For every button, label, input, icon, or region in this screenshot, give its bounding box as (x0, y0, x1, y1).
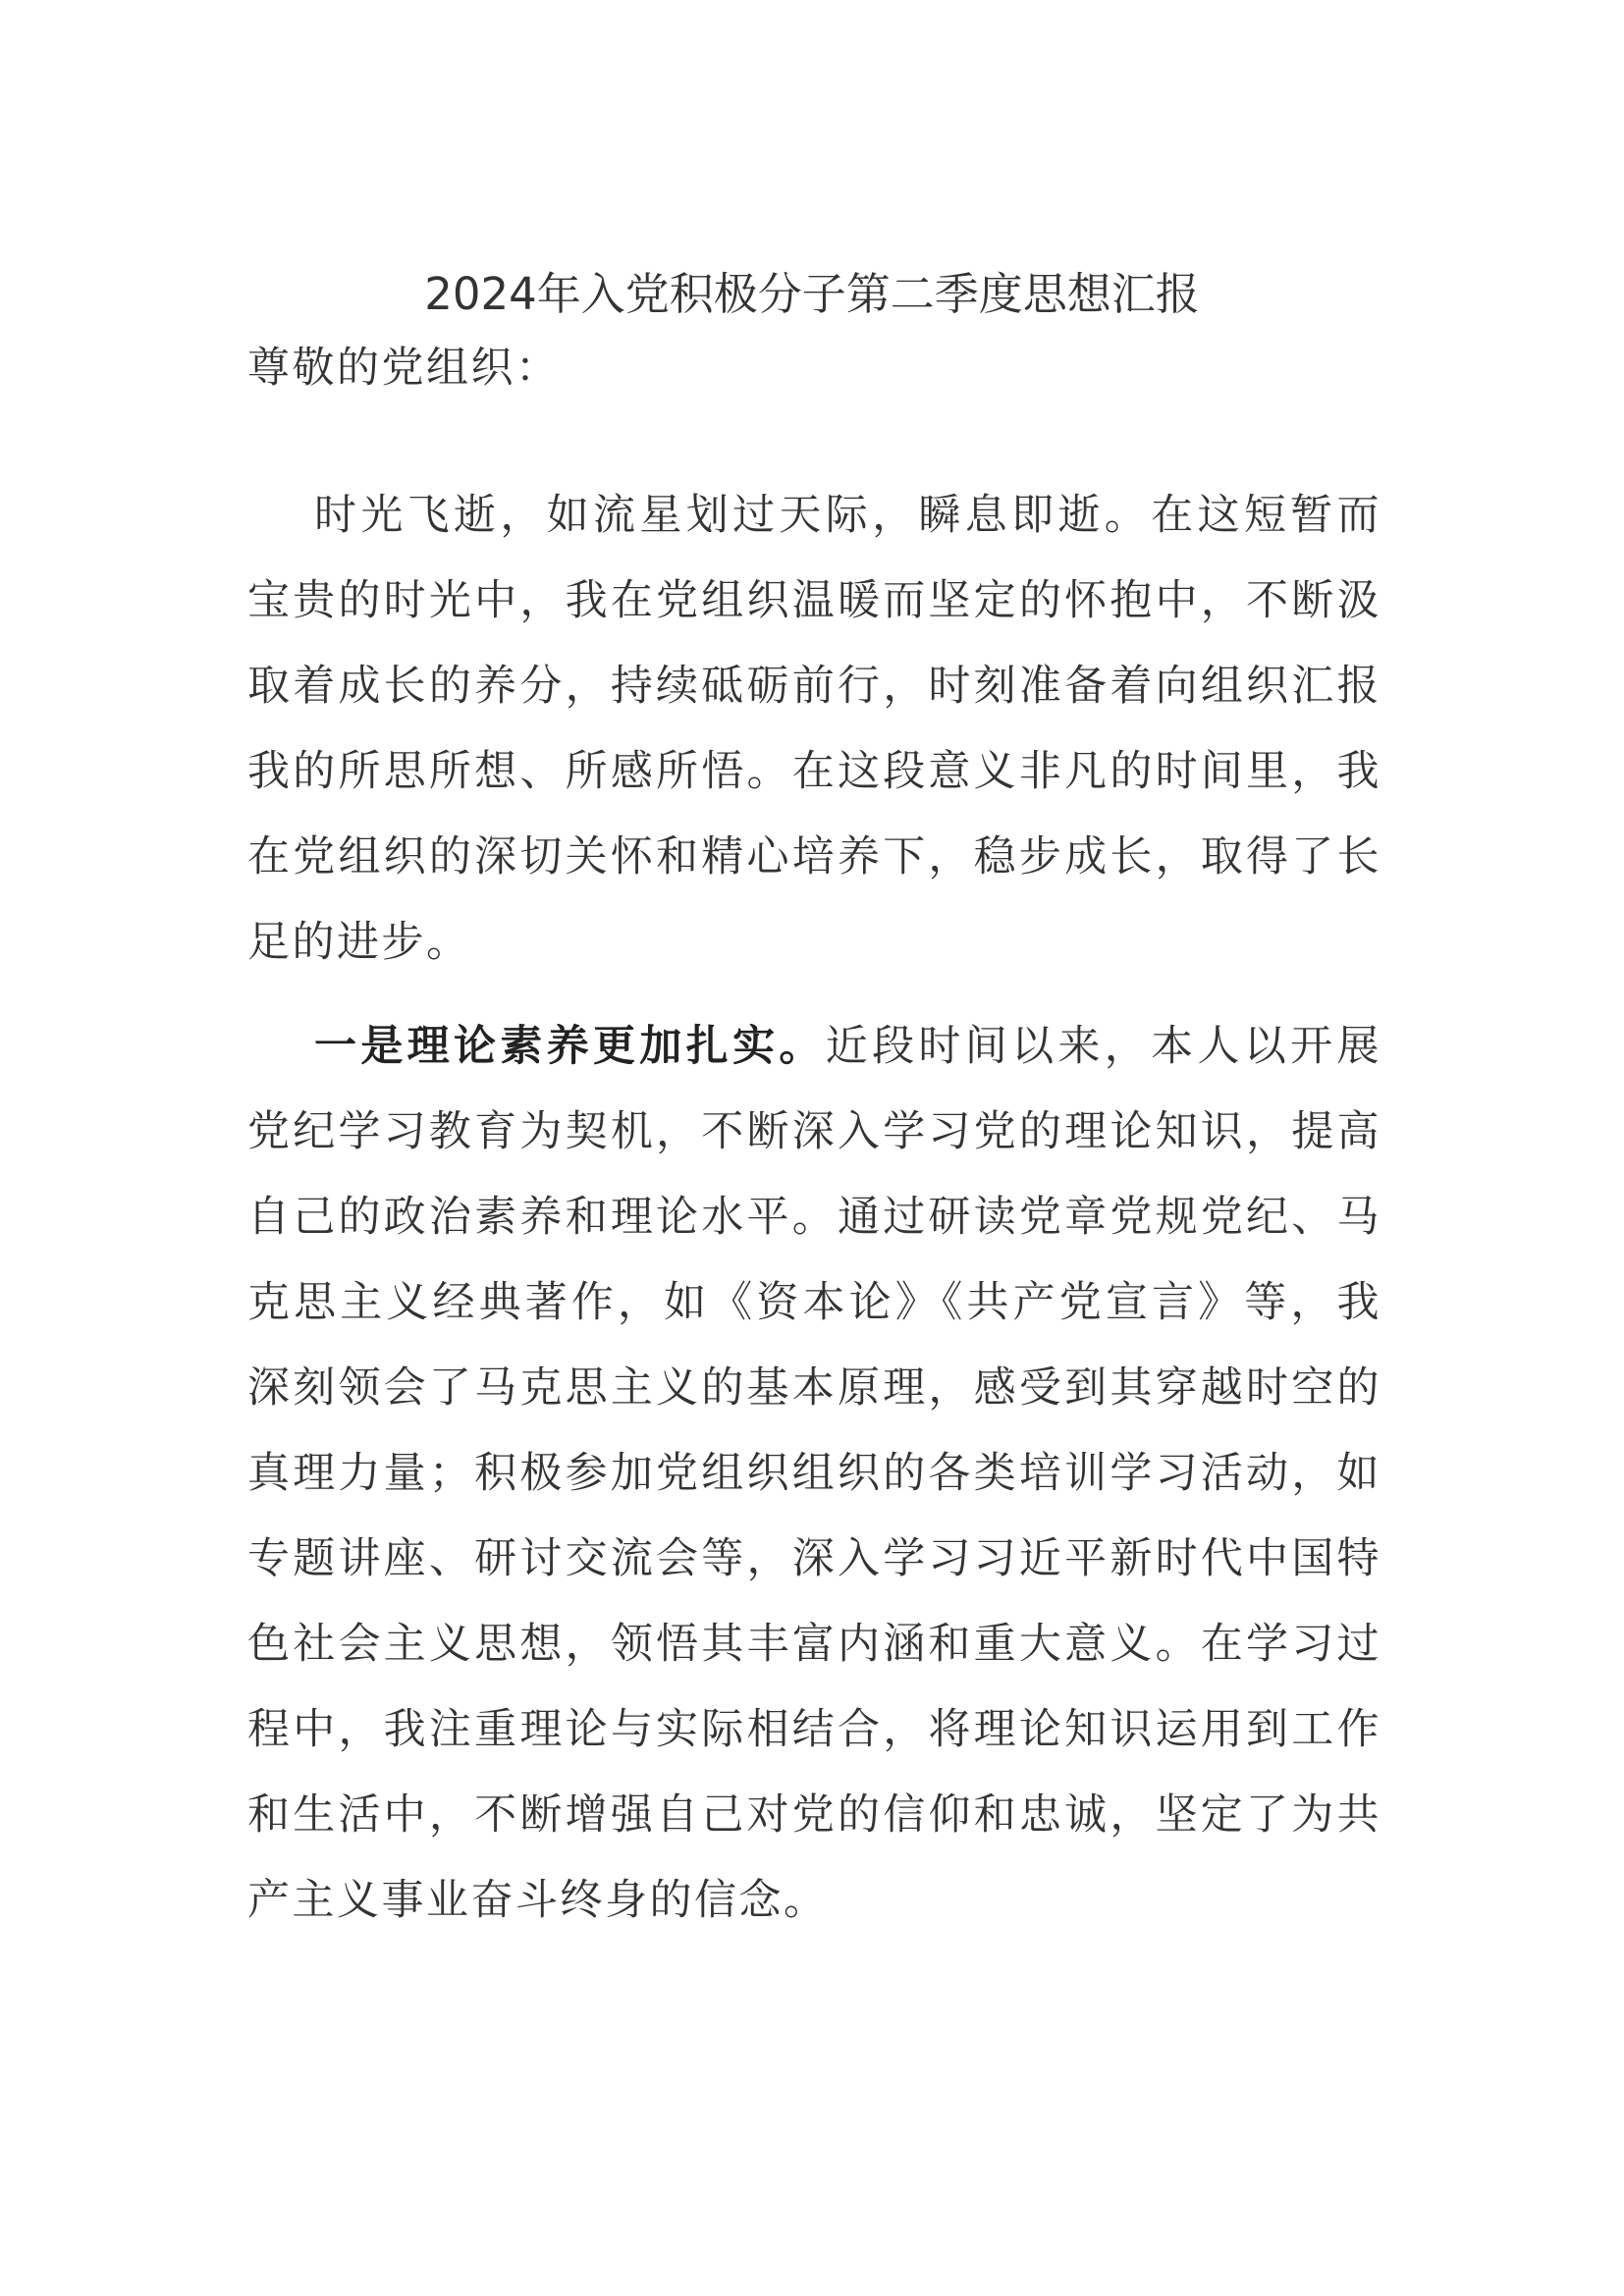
paragraph-lead-heading: 一是理论素养更加扎实。 (314, 1022, 826, 1071)
paragraph-theory (247, 1004, 1381, 1944)
salutation: 尊敬的党组织： (247, 344, 561, 393)
paragraph-theory-body: 近段时间以来，本人以开展党纪学习教育为契机，不断深入学习党的理论知识，提高自己的政治素养和理论水平。通过研读党章党规党纪、马克思主义经典著作，如《资本论》《共产党宣言》等，我深刻领会了马克思主义的基本原理，感受到其穿越时空的真理力量；积极参加党组织组织的各类培训学习活动，如专题讲座、研讨交流会等，深入学习习近平新时代中国特色社会主义思想，领悟其丰富内涵和重大意义。在学习过程中，我注重理论与实际相结合，将理论知识运用到工作和生活中，不断增强自己对党的信仰和忠诚，坚定了为共产主义事业奋斗终身的信念。 (247, 1022, 1381, 1925)
paragraph-intro: 时光飞逝，如流星划过天际，瞬息即逝。在这短暂而宝贵的时光中，我在党组织温暖而坚定的怀抱中，不断汲取着成长的养分，持续砥砺前行，时刻准备着向组织汇报我的所思所想、所感所悟。在这段意义非凡的时间里，我在党组织的深切关怀和精心培养下，稳步成长，取得了长足的进步。 (247, 491, 1381, 967)
document-title: 2024年入党积极分子第二季度思想汇报 (424, 268, 1200, 320)
